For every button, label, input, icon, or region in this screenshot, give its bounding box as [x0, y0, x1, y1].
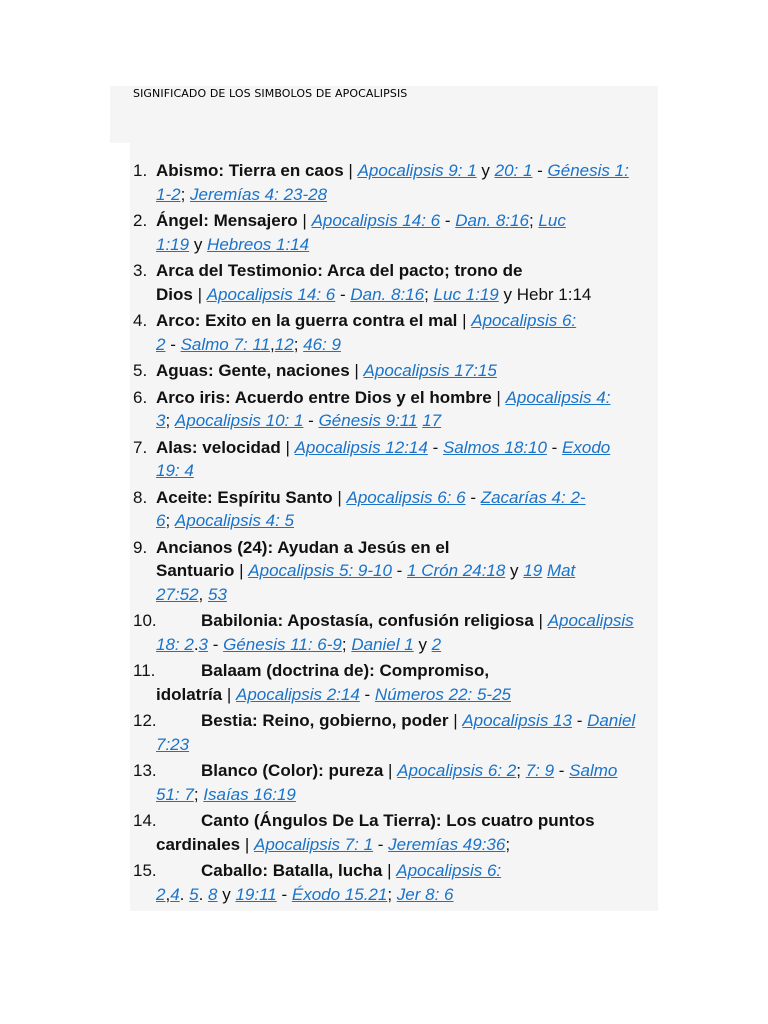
list-item	[133, 486, 658, 533]
item-number: 6.	[133, 387, 148, 407]
list-item	[133, 209, 658, 256]
reference-link[interactable]: Apocalipsis 6:	[471, 311, 577, 330]
reference-link[interactable]: Apocalipsis	[547, 611, 634, 630]
symbol-term: Arca del Testimonio: Arca del pacto; trono de	[156, 261, 523, 280]
reference-link[interactable]: 2	[156, 334, 166, 354]
reference-link[interactable]: 3	[156, 411, 166, 430]
reference-link[interactable]: Apocalipsis 12:14	[294, 437, 428, 457]
reference-link[interactable]: 2	[431, 634, 442, 654]
separator-text: -	[359, 684, 375, 704]
separator-text: ;	[341, 634, 352, 654]
symbol-term: idolatría	[156, 684, 223, 704]
symbol-term: Alas: velocidad	[156, 437, 281, 457]
list-item	[133, 386, 658, 433]
separator-text: ;	[505, 834, 511, 854]
separator-text: ;	[165, 511, 175, 530]
separator-text: |	[457, 311, 472, 330]
reference-link[interactable]: Salmos 18:10	[442, 437, 547, 457]
item-body	[156, 436, 658, 483]
reference-link[interactable]: 5	[189, 884, 199, 904]
separator-text: -	[276, 884, 292, 904]
separator-text: |	[448, 711, 463, 730]
separator-text: |	[222, 684, 236, 704]
item-number: 15.	[133, 861, 157, 880]
reference-link[interactable]: Apocalipsis 9: 1	[357, 161, 477, 180]
reference-link[interactable]: 53	[208, 584, 227, 604]
symbol-term: Aguas: Gente, naciones	[156, 361, 350, 380]
symbol-term: Babilonia: Apostasía, confusión religiosa	[201, 611, 534, 630]
page-title: SIGNIFICADO DE LOS SIMBOLOS DE APOCALIPSIS	[133, 87, 408, 100]
reference-link[interactable]: Números 22: 5-25	[374, 684, 511, 704]
symbol-term: cardinales	[156, 834, 241, 854]
separator-text: -	[571, 711, 588, 730]
separator-text: y Hebr 1:14	[498, 284, 592, 304]
reference-link[interactable]: Apocalipsis 4: 5	[174, 511, 294, 530]
reference-link[interactable]: 8	[208, 884, 218, 904]
reference-link[interactable]: 6	[156, 511, 166, 530]
list-item	[133, 359, 658, 383]
reference-link[interactable]: Apocalipsis 14: 6	[311, 211, 441, 230]
reference-link[interactable]: 3	[198, 634, 209, 654]
separator-text: ;	[528, 211, 539, 230]
reference-link[interactable]: Apocalipsis 13	[462, 711, 572, 730]
separator-text: |	[491, 387, 506, 407]
reference-link[interactable]: Exodo	[562, 437, 611, 457]
separator-text: |	[349, 361, 364, 380]
symbol-term: Ancianos (24): Ayudan a Jesús en el	[156, 537, 450, 557]
separator-text: .	[193, 634, 199, 654]
separator-text: ;	[193, 784, 204, 804]
separator-text: |	[332, 487, 347, 507]
reference-link[interactable]: Apocalipsis 7: 1	[253, 834, 374, 854]
symbol-term: Blanco (Color): pureza	[201, 761, 384, 780]
item-body	[156, 209, 658, 256]
reference-link[interactable]: 7:23	[156, 734, 190, 754]
reference-link[interactable]: 18: 2	[156, 634, 194, 654]
item-number: 9.	[133, 537, 148, 557]
list-item	[133, 259, 658, 306]
separator-text: y	[217, 884, 236, 904]
separator-text: ;	[180, 184, 191, 204]
reference-link[interactable]: Dan. 8:16	[350, 284, 425, 304]
list-item	[133, 659, 658, 706]
item-number: 13.	[133, 761, 157, 780]
reference-link[interactable]: Luc 1:19	[433, 284, 499, 304]
item-number: 2.	[133, 211, 148, 230]
separator-text: -	[373, 834, 389, 854]
separator-text: ;	[424, 284, 434, 304]
reference-link[interactable]: 19:11	[235, 884, 277, 904]
reference-link[interactable]: Daniel	[587, 711, 636, 730]
separator-text: -	[391, 561, 408, 580]
separator-text: -	[335, 284, 351, 304]
symbol-term: Bestia: Reino, gobierno, poder	[201, 711, 449, 730]
item-body	[156, 259, 658, 306]
separator-text: -	[303, 411, 319, 430]
reference-link[interactable]: 51: 7	[156, 784, 194, 804]
reference-link[interactable]: 27:52	[156, 584, 199, 604]
symbol-term: Aceite: Espíritu Santo	[156, 487, 333, 507]
separator-text: |	[240, 834, 254, 854]
list-item	[133, 536, 658, 607]
reference-link[interactable]: Salmo	[569, 761, 618, 780]
reference-link[interactable]: Jer 8: 6	[396, 884, 454, 904]
reference-link[interactable]: Dan. 8:16	[455, 211, 529, 230]
item-body	[156, 359, 658, 383]
reference-link[interactable]: Luc	[538, 211, 566, 230]
reference-link[interactable]: Daniel 1	[351, 634, 414, 654]
separator-text: -	[554, 761, 570, 780]
reference-link[interactable]: 2	[156, 884, 166, 904]
list-item	[133, 859, 658, 906]
separator-text: ,	[198, 584, 208, 604]
reference-link[interactable]: 17	[422, 411, 442, 430]
separator-text: |	[343, 161, 358, 180]
list-item	[133, 759, 658, 806]
separator-text: ;	[165, 411, 175, 430]
item-number: 5.	[133, 361, 148, 380]
reference-link[interactable]: Génesis 9:11	[318, 411, 418, 430]
separator-text: ;	[293, 334, 304, 354]
reference-link[interactable]: 7: 9	[525, 761, 555, 780]
item-number: 4.	[133, 311, 148, 330]
separator-text: -	[427, 437, 443, 457]
separator-text: |	[297, 211, 312, 230]
separator-text: -	[465, 487, 481, 507]
reference-link[interactable]: Génesis 11: 6-9	[223, 634, 342, 654]
reference-link[interactable]: 19: 4	[156, 461, 194, 480]
separator-text: -	[440, 211, 456, 230]
reference-link[interactable]: 1 Crón 24:18	[407, 561, 506, 580]
item-number: 11.	[133, 661, 156, 680]
reference-link[interactable]: Isaías 16:19	[203, 784, 296, 804]
item-number: 10.	[133, 611, 157, 630]
symbol-term: Arco: Exito en la guerra contra el mal	[156, 311, 458, 330]
separator-text: y	[476, 161, 495, 180]
separator-text: |	[383, 761, 398, 780]
separator-text: |	[280, 437, 295, 457]
symbol-term: Balaam (doctrina de): Compromiso,	[201, 661, 490, 680]
separator-text: -	[532, 161, 548, 180]
separator-text: |	[192, 284, 207, 304]
list-item	[133, 709, 658, 756]
separator-text: ,	[270, 334, 275, 354]
reference-link[interactable]: Apocalipsis 4:	[505, 387, 611, 407]
separator-text: |	[234, 561, 249, 580]
separator-text: ;	[516, 761, 526, 780]
separator-text: y	[505, 561, 524, 580]
reference-link[interactable]: Jeremías 49:36	[388, 834, 506, 854]
item-number: 1.	[133, 161, 148, 180]
separator-text: .	[198, 884, 209, 904]
reference-link[interactable]: Apocalipsis 14: 6	[206, 284, 336, 304]
separator-text: .	[179, 884, 190, 904]
reference-link[interactable]: Hebreos 1:14	[207, 234, 310, 254]
symbol-term: Arco iris: Acuerdo entre Dios y el hombre	[156, 387, 492, 407]
separator-text: -	[546, 437, 563, 457]
symbol-term: Santuario	[156, 561, 235, 580]
reference-link[interactable]: 46: 9	[303, 334, 341, 354]
list-item	[133, 809, 658, 856]
separator-text: y	[413, 634, 432, 654]
reference-link[interactable]: Salmo 7: 11	[180, 334, 271, 354]
reference-link[interactable]: Apocalipsis 6: 2	[397, 761, 517, 780]
reference-link[interactable]: Apocalipsis 2:14	[236, 684, 360, 704]
separator-text: -	[165, 334, 181, 354]
reference-link[interactable]: 1:19	[156, 234, 190, 254]
list-item	[133, 609, 658, 656]
item-number: 12.	[133, 711, 157, 730]
item-body	[156, 159, 658, 206]
separator-text: |	[533, 611, 548, 630]
reference-link[interactable]: Apocalipsis 6:	[396, 861, 502, 880]
reference-link[interactable]: Apocalipsis 10: 1	[174, 411, 304, 430]
item-number: 3.	[133, 261, 148, 280]
reference-link[interactable]: Éxodo 15.21	[291, 884, 388, 904]
reference-link[interactable]: 19	[523, 561, 543, 580]
reference-link[interactable]: 12	[274, 334, 294, 354]
separator-text: y	[189, 234, 208, 254]
item-body	[156, 486, 658, 533]
reference-link[interactable]: Apocalipsis 6: 6	[346, 487, 466, 507]
item-number: 14.	[133, 811, 157, 830]
symbol-list	[133, 159, 658, 909]
symbol-term: Abismo: Tierra en caos	[156, 161, 344, 180]
item-body	[156, 309, 658, 356]
symbol-term: Dios	[156, 284, 193, 304]
list-item	[133, 436, 658, 483]
reference-link[interactable]: 20: 1	[494, 161, 533, 180]
reference-link[interactable]: Apocalipsis 5: 9-10	[248, 561, 392, 580]
item-number: 7.	[133, 437, 148, 457]
list-item	[133, 309, 658, 356]
separator-text: ;	[387, 884, 397, 904]
reference-link[interactable]: Jeremías 4: 23-28	[190, 184, 328, 204]
reference-link[interactable]: Mat	[546, 561, 576, 580]
reference-link[interactable]: 4	[170, 884, 180, 904]
separator-text: |	[382, 861, 397, 880]
reference-link[interactable]: Génesis 1:	[547, 161, 629, 180]
reference-link[interactable]: 1-2	[156, 184, 181, 204]
reference-link[interactable]: Zacarías 4: 2-	[480, 487, 586, 507]
item-body	[156, 386, 658, 433]
reference-link[interactable]: Apocalipsis 17:15	[363, 361, 497, 380]
item-body	[156, 536, 658, 607]
list-item	[133, 159, 658, 206]
symbol-term: Canto (Ángulos De La Tierra): Los cuatro puntos	[201, 811, 595, 830]
separator-text: -	[208, 634, 224, 654]
item-number: 8.	[133, 487, 148, 507]
separator-text: ,	[165, 884, 171, 904]
symbol-term: Caballo: Batalla, lucha	[201, 861, 383, 880]
symbol-term: Ángel: Mensajero	[156, 211, 298, 230]
